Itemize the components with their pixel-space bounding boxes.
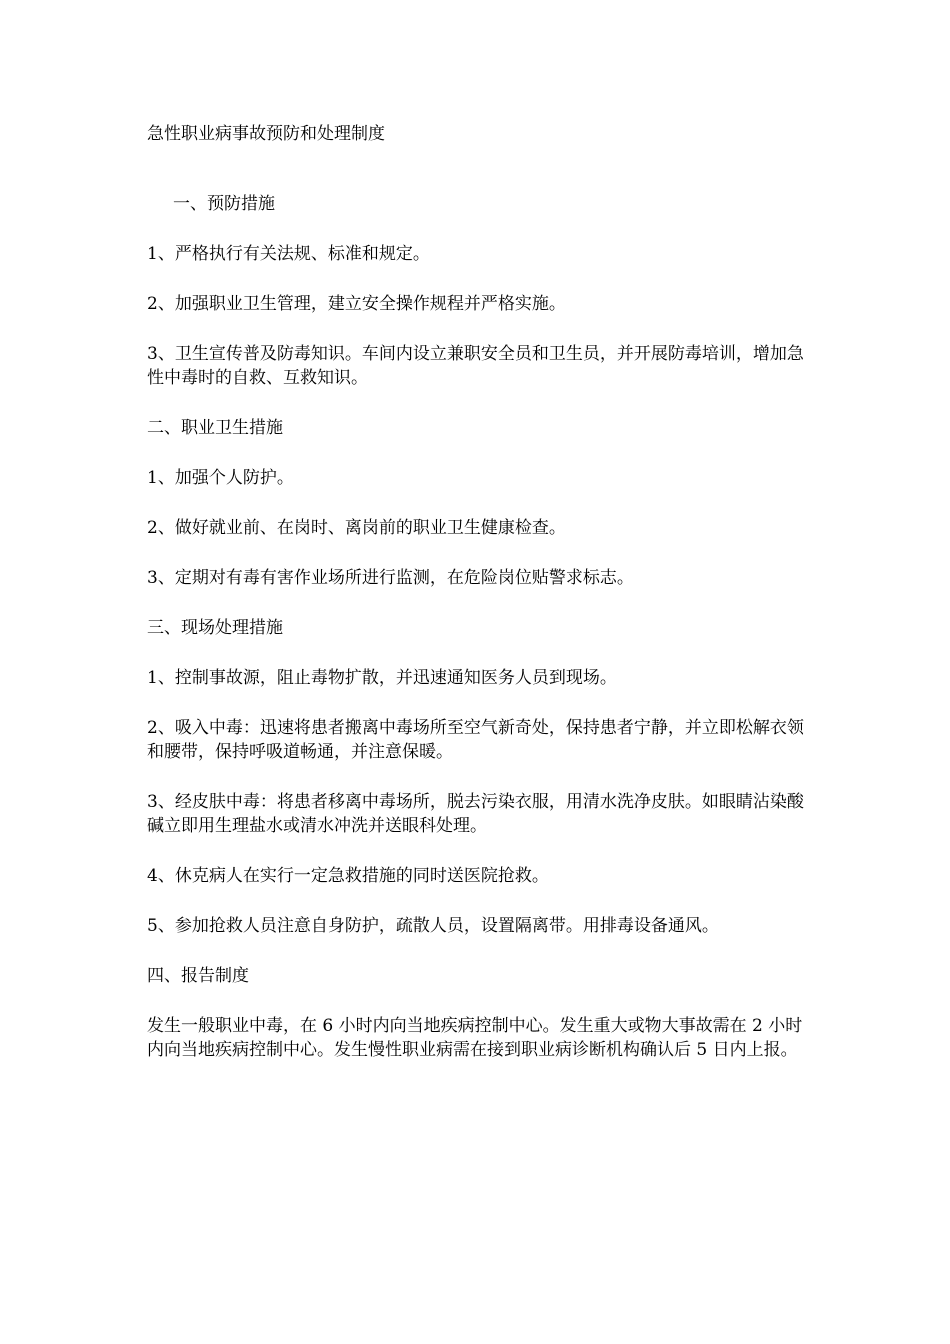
paragraph: 5、参加抢救人员注意自身防护，疏散人员，设置隔离带。用排毒设备通风。: [147, 916, 719, 936]
paragraph: 3、定期对有毒有害作业场所进行监测，在危险岗位贴警求标志。: [147, 568, 634, 588]
paragraph: 1、控制事故源，阻止毒物扩散，并迅速通知医务人员到现场。: [147, 668, 617, 688]
section-heading-prevention: 一、预防措施: [173, 194, 275, 214]
paragraph: 1、严格执行有关法规、标准和规定。: [147, 244, 430, 264]
paragraph: 3、经皮肤中毒：将患者移离中毒场所，脱去污染衣服，用清水洗净皮肤。如眼睛沾染酸碱立即用生理盐水或清水冲洗并送眼科处理。: [147, 792, 804, 836]
paragraph: 2、吸入中毒：迅速将患者搬离中毒场所至空气新奇处，保持患者宁静，并立即松解衣领和腰带，保持呼吸道畅通，并注意保暖。: [147, 718, 804, 762]
document-page: [147, 121, 807, 1088]
paragraph: 4、休克病人在实行一定急救措施的同时送医院抢救。: [147, 866, 549, 886]
document-title: 急性职业病事故预防和处理制度: [147, 124, 385, 144]
section-heading-onsite-handling: 三、现场处理措施: [147, 618, 283, 638]
paragraph: 发生一般职业中毒，在 6 小时内向当地疾病控制中心。发生重大或物大事故需在 2 小时内向当地疾病控制中心。发生慢性职业病需在接到职业病诊断机构确认后 5 日内上报。: [147, 1016, 803, 1060]
paragraph: 2、加强职业卫生管理，建立安全操作规程并严格实施。: [147, 294, 566, 314]
section-heading-occupational-health: 二、职业卫生措施: [147, 418, 283, 438]
paragraph: 1、加强个人防护。: [147, 468, 294, 488]
paragraph: 3、卫生宣传普及防毒知识。车间内设立兼职安全员和卫生员，并开展防毒培训，增加急性中毒时的自救、互救知识。: [147, 344, 804, 388]
paragraph: 2、做好就业前、在岗时、离岗前的职业卫生健康检查。: [147, 518, 566, 538]
section-heading-reporting: 四、报告制度: [147, 966, 249, 986]
